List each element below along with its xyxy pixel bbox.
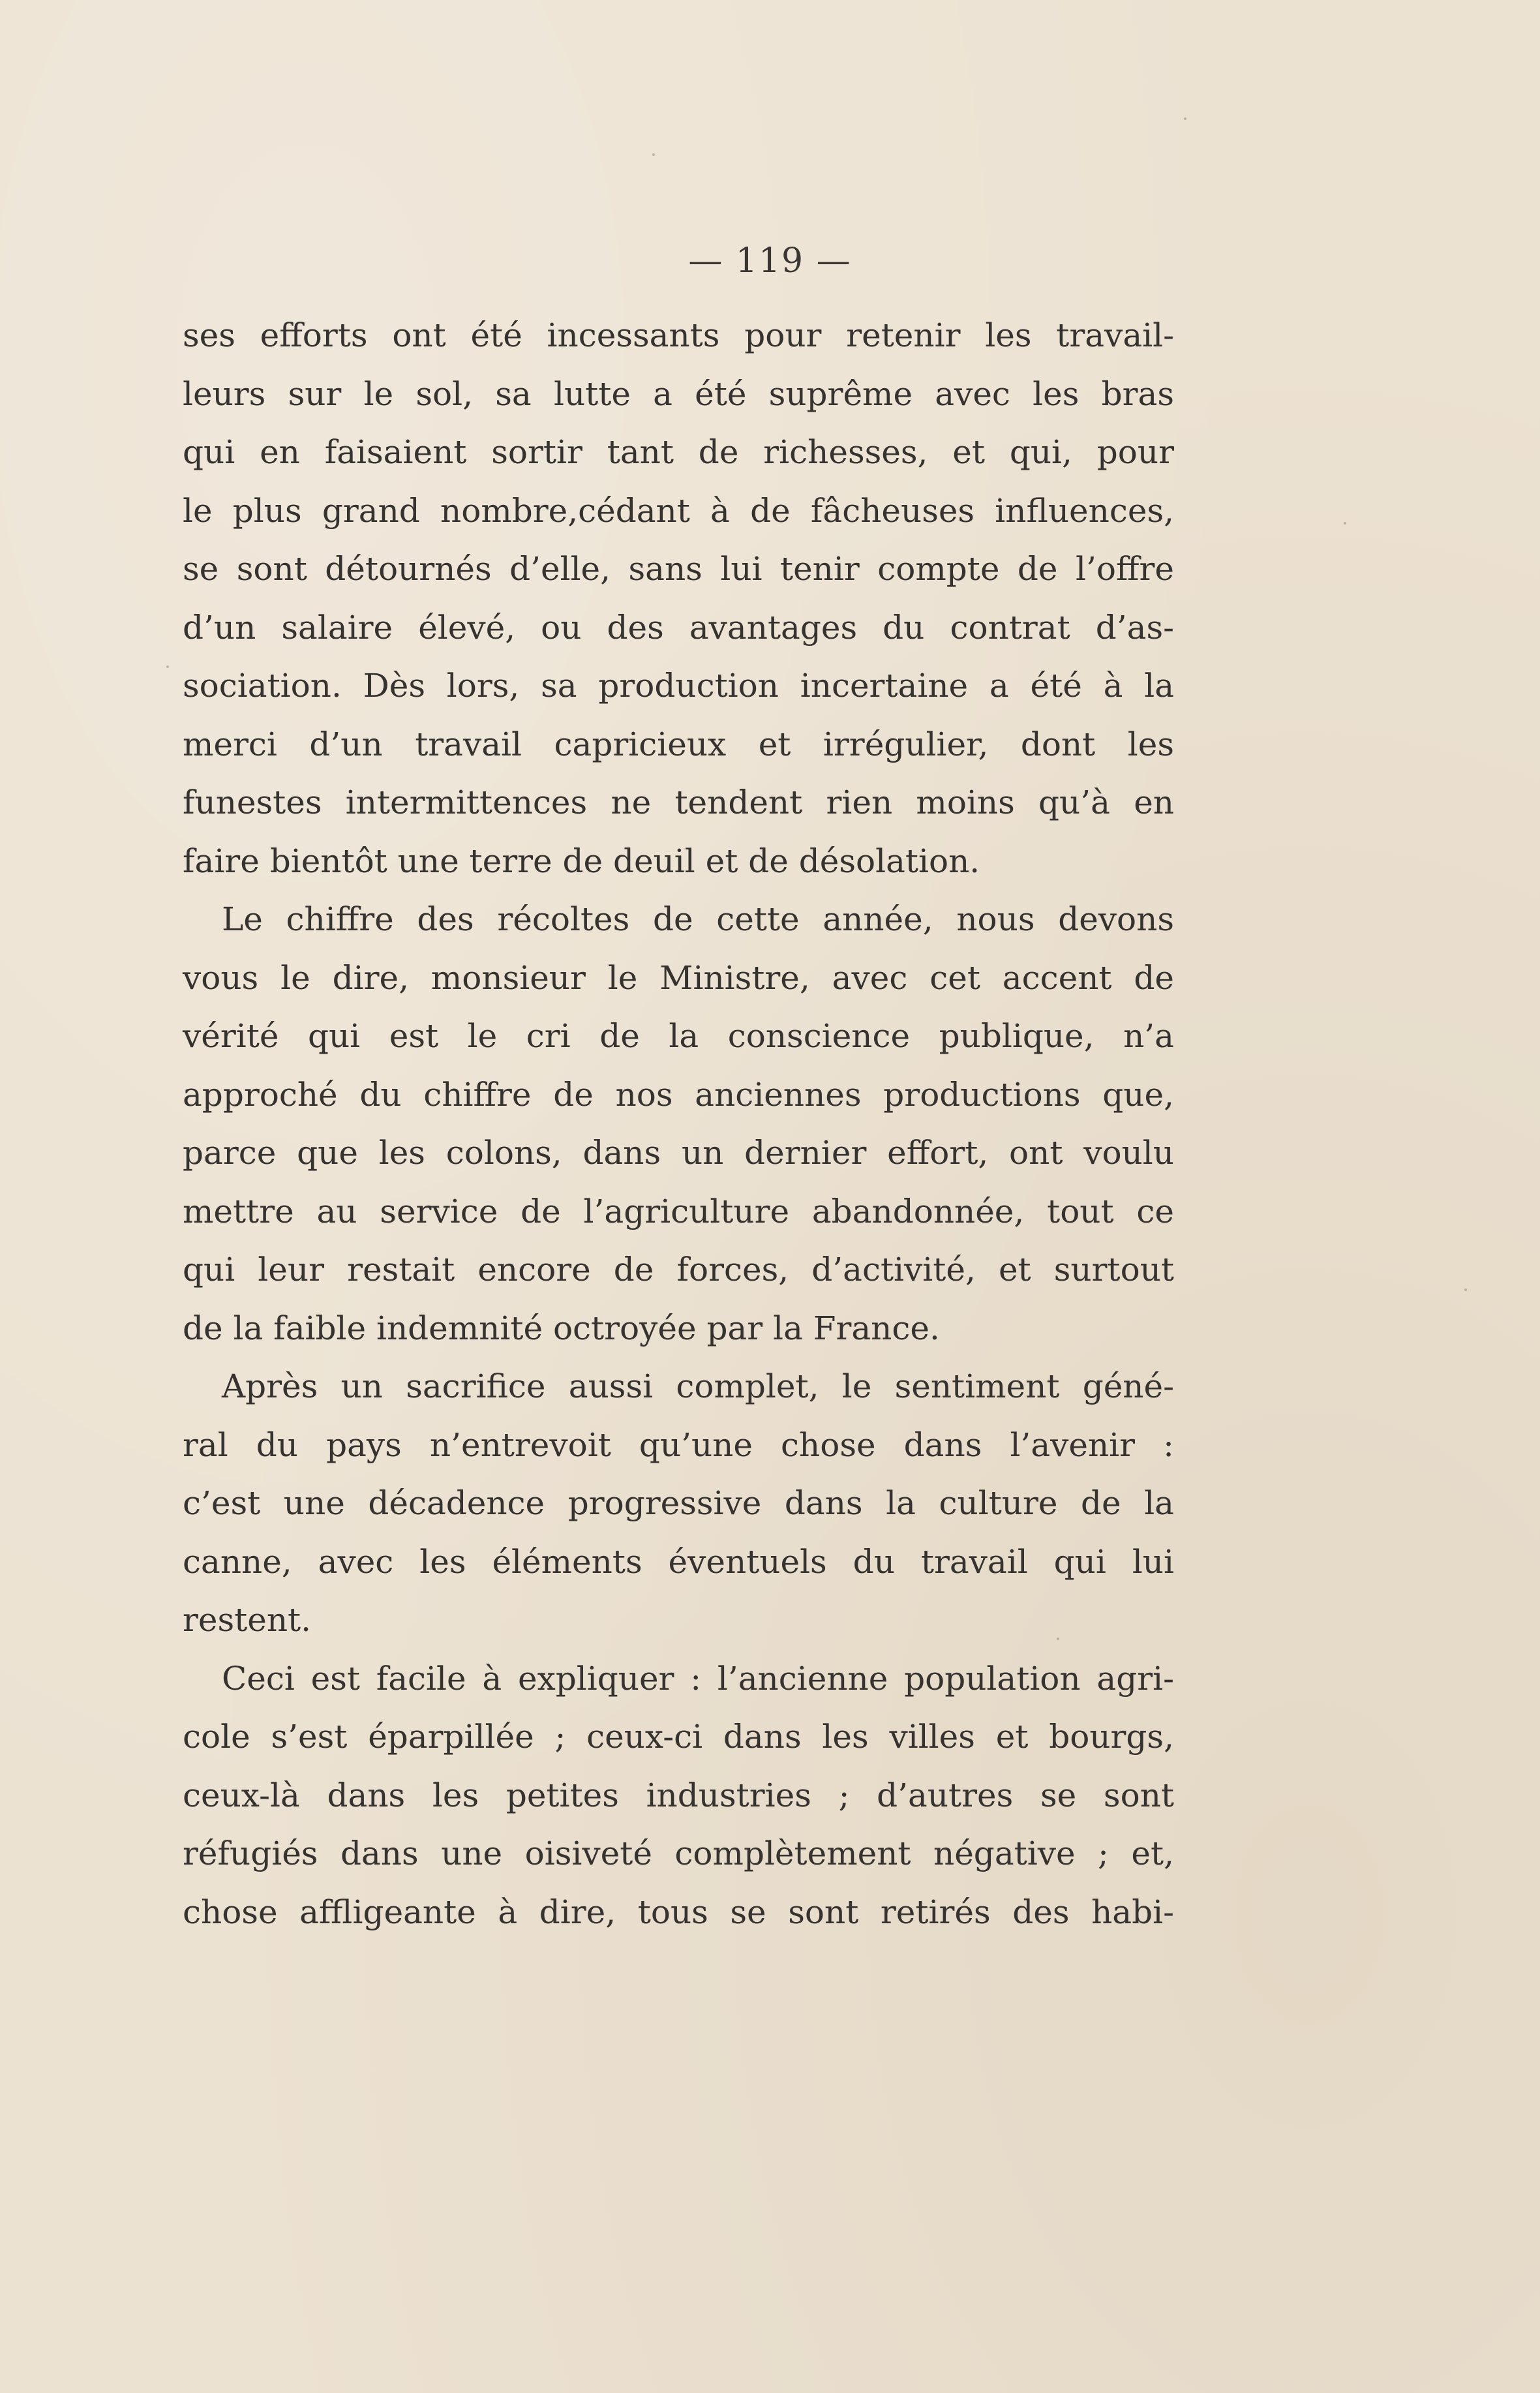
text-line: Après un sacrifice aussi complet, le sentiment géné- [222,1367,1174,1405]
text-line: parce que les colons, dans un dernier effort, ont voulu [183,1134,1174,1172]
text-line: leurs sur le sol, sa lutte a été suprême avec les bras [183,374,1174,413]
paper-speck [1184,117,1186,120]
text-line: merci d’un travail capricieux et irrégulier, dont les [183,725,1174,763]
text-line: qui en faisaient sortir tant de richesses, et qui, pour [183,433,1174,471]
text-line: vérité qui est le cri de la conscience publique, n’a [183,1017,1174,1055]
text-line: ceux-là dans les petites industries ; d’autres se sont [183,1776,1174,1814]
text-line: de la faible indemnité octroyée par la France. [183,1309,940,1347]
text-line: Ceci est facile à expliquer : l’ancienne population agri- [222,1659,1174,1698]
paper-speck [1344,522,1346,525]
text-line: restent. [183,1601,312,1639]
text-line: Le chiffre des récoltes de cette année, nous devons [222,900,1174,938]
text-line: d’un salaire élevé, ou des avantages du contrat d’as- [183,608,1174,647]
text-line: c’est une décadence progressive dans la culture de la [183,1484,1174,1522]
text-line: chose affligeante à dire, tous se sont retirés des habi- [183,1893,1174,1931]
text-line: funestes intermittences ne tendent rien moins qu’à en [183,784,1174,821]
text-line: mettre au service de l’agriculture abandonnée, tout ce [183,1192,1174,1230]
text-line: canne, avec les éléments éventuels du travail qui lui [183,1542,1174,1581]
text-line: le plus grand nombre,cédant à de fâcheuses influences, [183,491,1174,530]
page-number: — 119 — [688,241,852,281]
paper-speck [652,153,655,156]
text-line: sociation. Dès lors, sa production incertaine a été à la [183,667,1174,705]
text-line: faire bientôt une terre de deuil et de désolation. [183,842,980,880]
text-line: approché du chiffre de nos anciennes productions que, [183,1075,1174,1114]
body-text [183,307,1174,1942]
text-line: qui leur restait encore de forces, d’activité, et surtout [183,1251,1174,1288]
paper-speck [1464,1288,1467,1291]
text-line: se sont détournés d’elle, sans lui tenir compte de l’offre [183,550,1174,588]
text-line: réfugiés dans une oisiveté complètement négative ; et, [183,1835,1174,1872]
text-line: vous le dire, monsieur le Ministre, avec cet accent de [183,958,1174,997]
text-line: ses efforts ont été incessants pour retenir les travail- [183,316,1174,354]
text-line: ral du pays n’entrevoit qu’une chose dans l’avenir : [183,1425,1174,1464]
paper-speck [166,665,169,668]
text-line: cole s’est éparpillée ; ceux-ci dans les villes et bourgs, [183,1718,1174,1756]
